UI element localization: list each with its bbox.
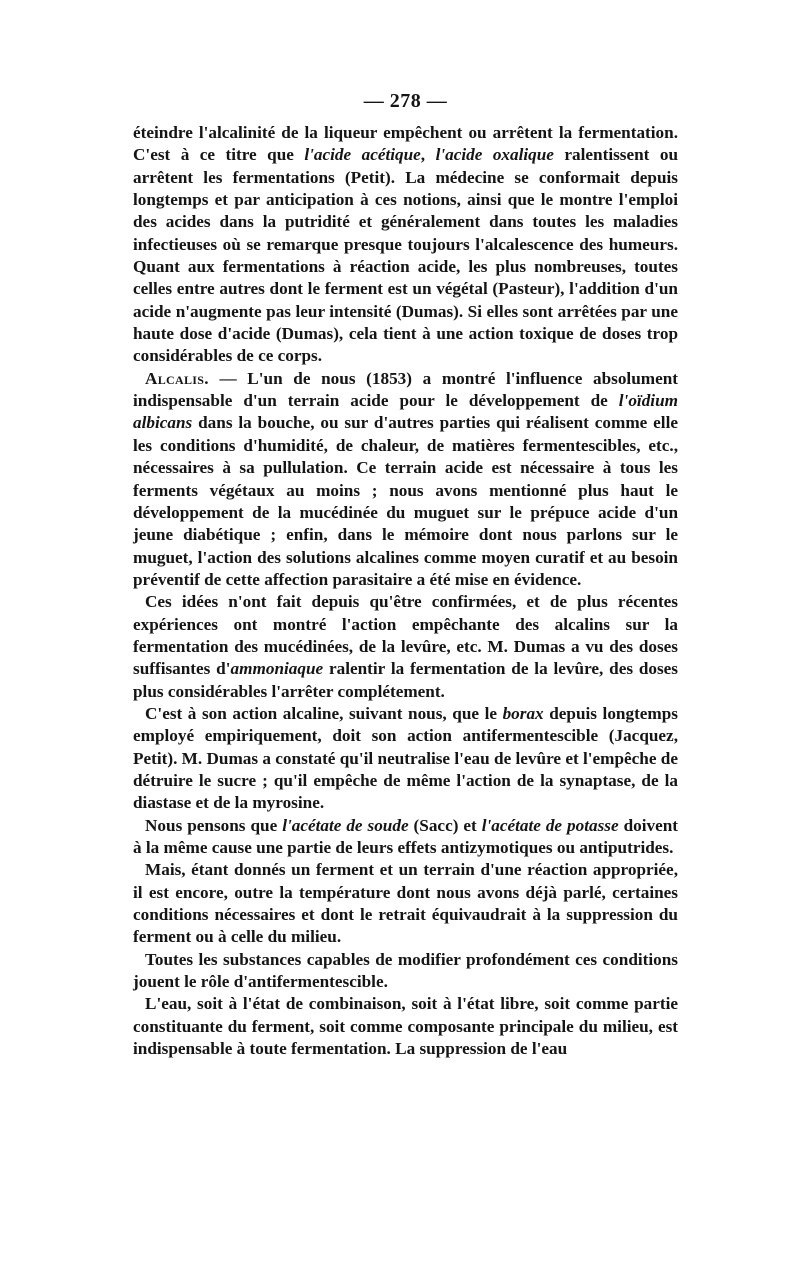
text-run: , xyxy=(420,145,436,165)
text-run: L'eau, soit à l'état de combinaison, soit à l'état libre, soit comme partie constituante du ferment, soit comme composante principale du milieu, est indispensable à toute fermentation. La suppression de l'eau xyxy=(133,994,678,1059)
text-run: — L'un de nous (1853) a montré l'influence absolument indispensable d'un terrain acide pour le développement de xyxy=(133,368,678,411)
text-run: (Sacc) et xyxy=(408,815,482,835)
paragraph-1 xyxy=(133,122,678,368)
book-page xyxy=(133,88,678,1060)
paragraph-4 xyxy=(133,703,678,815)
italic-term: l'acétate de soude xyxy=(282,815,409,835)
italic-term: l'acide oxalique xyxy=(435,145,554,165)
paragraph-8 xyxy=(133,993,678,1060)
italic-term: ammoniaque xyxy=(230,659,324,679)
paragraph-6 xyxy=(133,859,678,948)
text-run: Nous pensons que xyxy=(145,815,283,835)
text-run: éteindre l'alcalinité de la liqueur empêchent ou arrêtent la fermentation. C'est à ce titre que xyxy=(133,123,678,165)
text-run: dans la bouche, ou sur d'autres parties qui réalisent comme elle les conditions d'humidité, de chaleur, de matières fermentescibles, etc., nécessaires à sa pullulation. Ce terrain acide est nécessaire à tous les ferments végétaux au moins ; nous avons mentionné plus haut le développement de la mucédinée du muguet sur le prépuce acide d'un jeune diabétique ; enfin, dans le mémoire dont nous parlons sur le muguet, l'action des solutions alcalines comme moyen curatif et au besoin préventif de cette affection parasitaire a été mise en évidence. xyxy=(133,413,678,589)
paragraph-5 xyxy=(133,815,678,860)
section-heading: Alcalis. xyxy=(145,368,209,388)
body-text xyxy=(133,122,678,1060)
text-run: Ces idées n'ont fait depuis qu'être confirmées, et de plus récentes expériences ont montré l'action empêchante des alcalins sur la fermentation des mucédinées, de la levûre, etc. M. Dumas a vu des doses suffisantes d' xyxy=(133,592,678,679)
paragraph-2 xyxy=(133,368,678,591)
text-run: C'est à son action alcaline, suivant nous, que le xyxy=(145,703,503,723)
text-run: doivent à la même cause une partie de leurs effets antizymotiques ou antiputrides. xyxy=(133,815,679,857)
text-run: Toutes les substances capables de modifier profondément ces conditions jouent le rôle d'antifermentescible. xyxy=(133,949,678,992)
text-run: ralentir la fermentation de la levûre, des doses plus considérables l'arrêter complétement. xyxy=(133,659,678,701)
paragraph-3 xyxy=(133,591,678,703)
italic-term: l'oïdium albicans xyxy=(133,391,678,433)
text-run: depuis longtemps employé empiriquement, doit son action antifermentescible (Jacquez, Petit). M. Dumas a constaté qu'il neutralise l'eau de levûre et l'empêche de détruire le sucre ; qu'il empêche de même l'action de la synaptase, de la diastase et de la myrosine. xyxy=(133,703,678,813)
page-number: — 278 — xyxy=(363,90,448,112)
paragraph-7 xyxy=(133,949,678,994)
text-run: ralentissent ou arrêtent les fermentations (Petit). La médecine se conformait depuis longtemps et par anticipation à ces notions, ainsi que le montre l'emploi des acides dans la putridité et généralement dans toutes les maladies infectieuses où se remarque presque toujours l'alcalescence des humeurs. Quant aux fermentations à réaction acide, les plus nombreuses, toutes celles entre autres dont le ferment est un végétal (Pasteur), l'addition d'un acide n'augmente pas leur intensité (Dumas). Si elles sont arrêtées par une haute dose d'acide (Dumas), cela tient à une action toxique de doses trop considérables de ce corps. xyxy=(133,145,679,366)
italic-term: l'acide acétique xyxy=(304,145,421,165)
text-run: Mais, étant donnés un ferment et un terrain d'une réaction appropriée, il est encore, outre la température dont nous avons déjà parlé, certaines conditions nécessaires et dont le retrait équivaudrait à la suppression du ferment ou à celle du milieu. xyxy=(133,860,678,947)
italic-term: l'acétate de potasse xyxy=(481,815,619,835)
italic-term: borax xyxy=(502,703,544,723)
